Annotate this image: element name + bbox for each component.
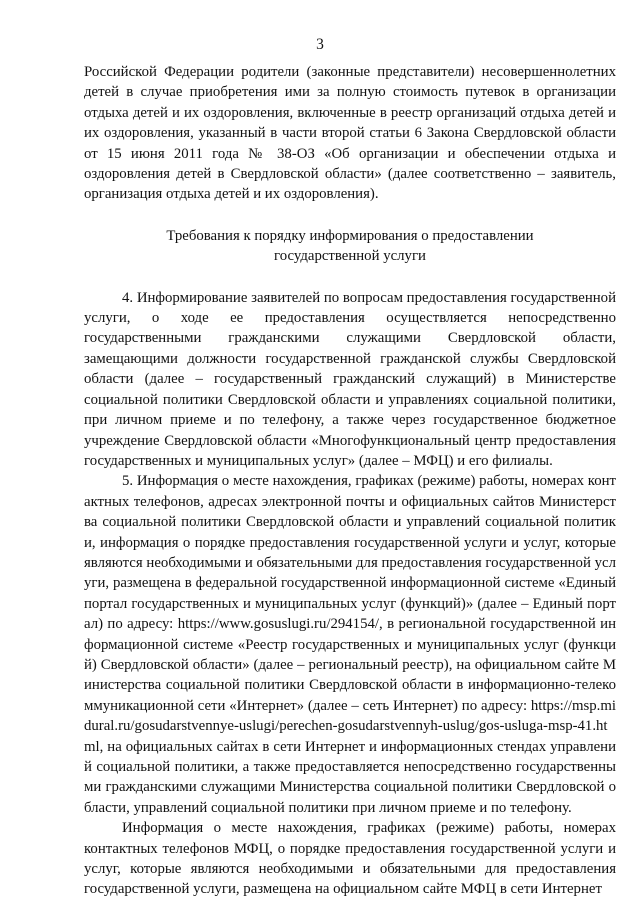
section-heading	[84, 226, 616, 267]
section-heading-line-1: Требования к порядку информирования о предоставлении	[166, 227, 534, 244]
paragraph-4: 4. Информирование заявителей по вопросам предоставления государственной услуги, о ходе ее предоставления осуществляется непосредственно государственными гражданскими служащими Свердловской области, замещающими должности государственной гражданской службы Свердловской области (далее – государственный гражданский служащий) в Министерстве социальной политики Свердловской области и управлениях социальной политики, при личном приеме и по телефону, а также через государственное бюджетное учреждение Свердловской области «Многофункциональный центр предоставления государственных и муниципальных услуг» (далее – МФЦ) и его филиалы.	[84, 289, 616, 469]
paragraph-5: 5. Информация о месте нахождения, графиках (режиме) работы, номерах контактных телефонов, адресах электронной почты и официальных сайтов Министерства социальной политики Свердловской области и управлений социальной политики, информация о порядке предоставления государственной услуги и услуг, которые являются необходимыми и обязательными для предоставления государственной услуги, размещена в федеральной государственной информационной системе «Единый портал государственных и муниципальных услуг (функций)» (далее – Единый портал) по адресу: https://www.gosuslugi.ru/294154/, в региональной государственной информационной системе «Реестр государственных и муниципальных услуг (функций) Свердловской области» (далее – региональный реестр), на официальном сайте Министерства социальной политики Свердловской области в информационно-телекоммуникационной сети «Интернет» (далее – сеть Интернет) по адресу: https://msp.midural.ru/gosudarstvennye-uslugi/perechen-gosudarstvennyh-uslug/gos-usluga-msp-41.html, на официальных сайтах в сети Интернет и информационных стендах управлений социальной политики, а также предоставляется непосредственно государственными гражданскими служащими Министерства социальной политики Свердловской области, управлений социальной политики при личном приеме и по телефону.	[84, 473, 616, 816]
intro-paragraph: Российской Федерации родители (законные представители) несовершеннолетних детей в случае приобретения ими за полную стоимость путевок в организации отдыха детей и их оздоровления, включенные в реестр организаций отдыха детей и их оздоровления, указанный в части второй статьи 6 Закона Свердловской области от 15 июня 2011 года № 38-ОЗ «Об организации и обеспечении отдыха и оздоровления детей в Свердловской области» (далее соответственно – заявитель, организация отдыха детей и их оздоровления).	[84, 64, 616, 203]
page-number: 3	[316, 36, 324, 53]
paragraph-mfc-information: Информация о месте нахождения, графиках (режиме) работы, номерах контактных телефонов МФЦ, о порядке предоставления государственной услуги и услуг, которые являются необходимыми и обязательными для предоставления государственной услуги, размещена на официальном сайте МФЦ в сети Интернет	[84, 820, 616, 898]
document-body	[84, 62, 616, 900]
section-heading-line-2: государственной услуги	[274, 248, 426, 265]
